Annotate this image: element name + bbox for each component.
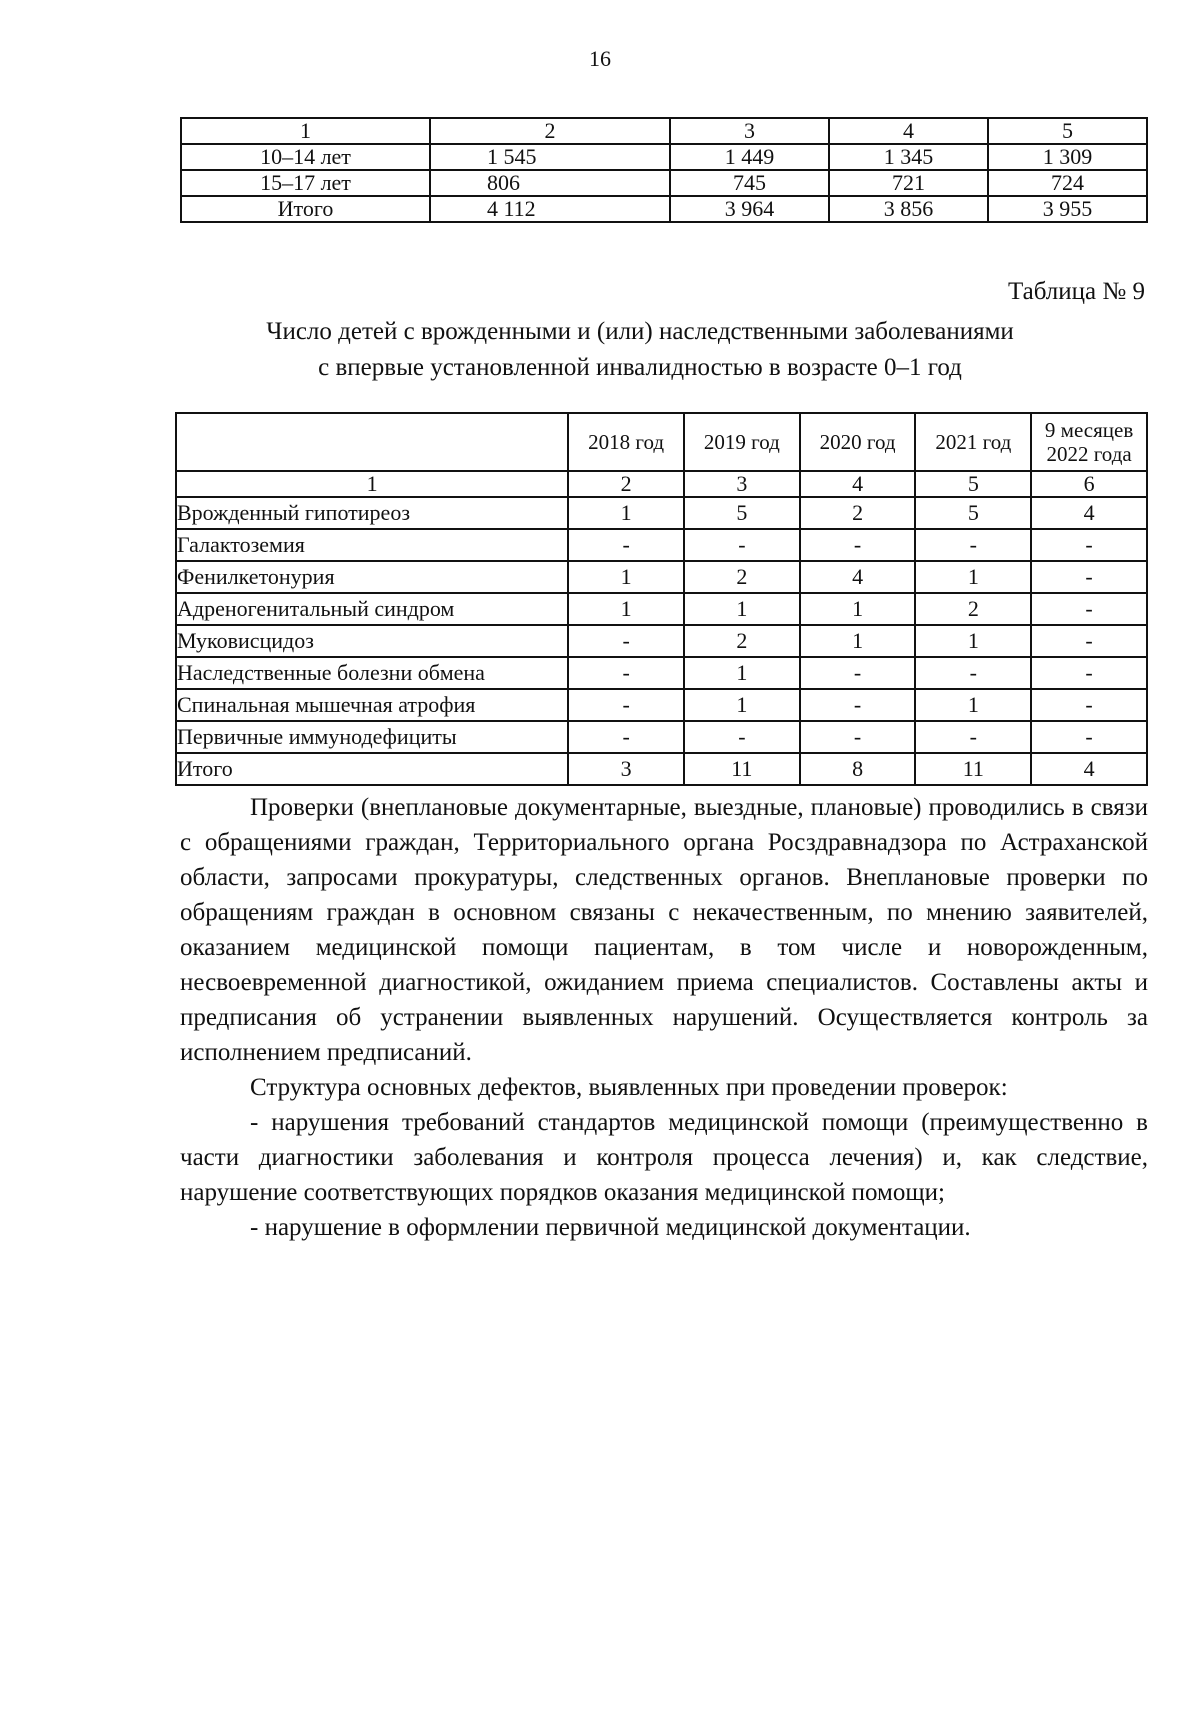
table-cell: - [1031, 529, 1147, 561]
top-table-header-cell: 1 [181, 118, 430, 144]
table-cell: 10–14 лет [181, 144, 430, 170]
table-cell: - [800, 657, 916, 689]
table-cell: 1 309 [988, 144, 1147, 170]
top-table-header-row [181, 118, 1147, 144]
table-number-cell: 2 [568, 471, 684, 497]
table-title-line: с впервые установленной инвалидностью в возрасте 0–1 год [318, 354, 962, 381]
table-row [176, 529, 1147, 561]
table-cell: 1 [684, 689, 800, 721]
table-header-row [176, 413, 1147, 471]
table-cell: 1 [915, 625, 1031, 657]
top-table-header-cell: 4 [829, 118, 988, 144]
table-cell: - [1031, 625, 1147, 657]
table-cell: 3 [568, 753, 684, 785]
table-cell: 1 [800, 625, 916, 657]
table-cell: 806 [430, 170, 670, 196]
table-cell: 5 [684, 497, 800, 529]
table-cell: - [568, 657, 684, 689]
table-row-label: Спинальная мышечная атрофия [176, 689, 568, 721]
table-cell: 2 [684, 561, 800, 593]
table-row-label: Первичные иммунодефициты [176, 721, 568, 753]
bullet-item: - нарушения требований стандартов медицинской помощи (преимущественно в части диагностики заболевания и контроля процесса лечения) и, как следствие, нарушение соответствующих порядков оказания медицинской помощи; [180, 1109, 1148, 1206]
table-cell: 8 [800, 753, 916, 785]
table-caption: Таблица № 9 [1007, 278, 1145, 305]
table-cell: - [800, 529, 916, 561]
table-header-cell: 2019 год [684, 413, 800, 471]
table-cell: - [1031, 657, 1147, 689]
paragraph: Структура основных дефектов, выявленных при проведении проверок: [250, 1074, 1008, 1101]
table-header-cell: 9 месяцев 2022 года [1031, 413, 1147, 471]
table-cell: 11 [684, 753, 800, 785]
table-row [181, 170, 1147, 196]
table-number-cell: 6 [1031, 471, 1147, 497]
table-cell: - [800, 721, 916, 753]
table-cell: Итого [181, 196, 430, 222]
table-row [176, 593, 1147, 625]
table-cell: 1 [568, 497, 684, 529]
table-cell: - [684, 721, 800, 753]
table-cell: 1 [568, 561, 684, 593]
table-cell: 2 [684, 625, 800, 657]
paragraph: Проверки (внеплановые документарные, выездные, плановые) проводились в связи с обращениями граждан, Территориального органа Росздравнадзора по Астраханской области, запросами прокуратуры, следственных органов. Внеплановые проверки по обращениям граждан в основном связаны с некачественным, по мнению заявителей, оказанием медицинской помощи пациентам, в том числе и новорожденным, несвоевременной диагностикой, ожиданием приема специалистов. Составлены акты и предписания об устранении выявленных нарушений. Осуществляется контроль за исполнением предписаний. [180, 794, 1148, 1066]
table-title-line: Число детей с врожденными и (или) наследственными заболеваниями [266, 318, 1014, 345]
table-cell: 4 [1031, 497, 1147, 529]
table-number-cell: 4 [800, 471, 916, 497]
table-row-label: Адреногенитальный синдром [176, 593, 568, 625]
table-cell: - [1031, 593, 1147, 625]
table-row-label: Наследственные болезни обмена [176, 657, 568, 689]
bullet-item: - нарушение в оформлении первичной медицинской документации. [250, 1214, 971, 1241]
table-row [181, 144, 1147, 170]
table-number-cell: 1 [176, 471, 568, 497]
table-row [176, 497, 1147, 529]
table-cell: 745 [670, 170, 829, 196]
table-header-cell: 2018 год [568, 413, 684, 471]
table-row [176, 689, 1147, 721]
table-row-label: Фенилкетонурия [176, 561, 568, 593]
table-cell: 15–17 лет [181, 170, 430, 196]
table-title [150, 314, 1130, 386]
table-cell: - [568, 689, 684, 721]
table-row [176, 657, 1147, 689]
body-text [180, 790, 1148, 1245]
table-header-cell: 2021 год [915, 413, 1031, 471]
table-cell: 1 [915, 689, 1031, 721]
table-cell: - [915, 721, 1031, 753]
table-row [181, 196, 1147, 222]
table-row [176, 561, 1147, 593]
table-total-row [176, 753, 1147, 785]
table-row-label: Муковисцидоз [176, 625, 568, 657]
table-cell: 1 [915, 561, 1031, 593]
table-cell: 4 [1031, 753, 1147, 785]
table-row-label: Галактоземия [176, 529, 568, 561]
top-table [180, 117, 1148, 223]
table-cell: 1 449 [670, 144, 829, 170]
table-number-cell: 5 [915, 471, 1031, 497]
table-cell: 1 [684, 593, 800, 625]
table-cell: 1 545 [430, 144, 670, 170]
table-cell: 4 112 [430, 196, 670, 222]
table-cell: - [915, 529, 1031, 561]
table-cell: 5 [915, 497, 1031, 529]
table-row [176, 625, 1147, 657]
table-cell: 1 [684, 657, 800, 689]
table-cell: - [568, 529, 684, 561]
table-cell: 1 345 [829, 144, 988, 170]
table-cell: 3 955 [988, 196, 1147, 222]
table-cell: - [800, 689, 916, 721]
table-cell: 3 964 [670, 196, 829, 222]
table-row-label: Врожденный гипотиреоз [176, 497, 568, 529]
table-header-cell-empty [176, 413, 568, 471]
table-cell: 721 [829, 170, 988, 196]
table-cell: 4 [800, 561, 916, 593]
top-table-header-cell: 5 [988, 118, 1147, 144]
table-cell: 724 [988, 170, 1147, 196]
table-cell: 3 856 [829, 196, 988, 222]
table-cell: - [1031, 689, 1147, 721]
table-cell: 2 [800, 497, 916, 529]
table-header-cell: 2020 год [800, 413, 916, 471]
page-number: 16 [589, 46, 611, 71]
table-row [176, 721, 1147, 753]
table-number-row [176, 471, 1147, 497]
table-number-cell: 3 [684, 471, 800, 497]
top-table-header-cell: 3 [670, 118, 829, 144]
table-cell: - [1031, 561, 1147, 593]
table-cell: - [684, 529, 800, 561]
top-table-header-cell: 2 [430, 118, 670, 144]
table-cell: 1 [568, 593, 684, 625]
table-row-label: Итого [176, 753, 568, 785]
table-cell: - [915, 657, 1031, 689]
table-cell: 2 [915, 593, 1031, 625]
table-cell: 1 [800, 593, 916, 625]
table-cell: 11 [915, 753, 1031, 785]
table-cell: - [1031, 721, 1147, 753]
table-cell: - [568, 625, 684, 657]
table-cell: - [568, 721, 684, 753]
table-9 [175, 412, 1148, 786]
